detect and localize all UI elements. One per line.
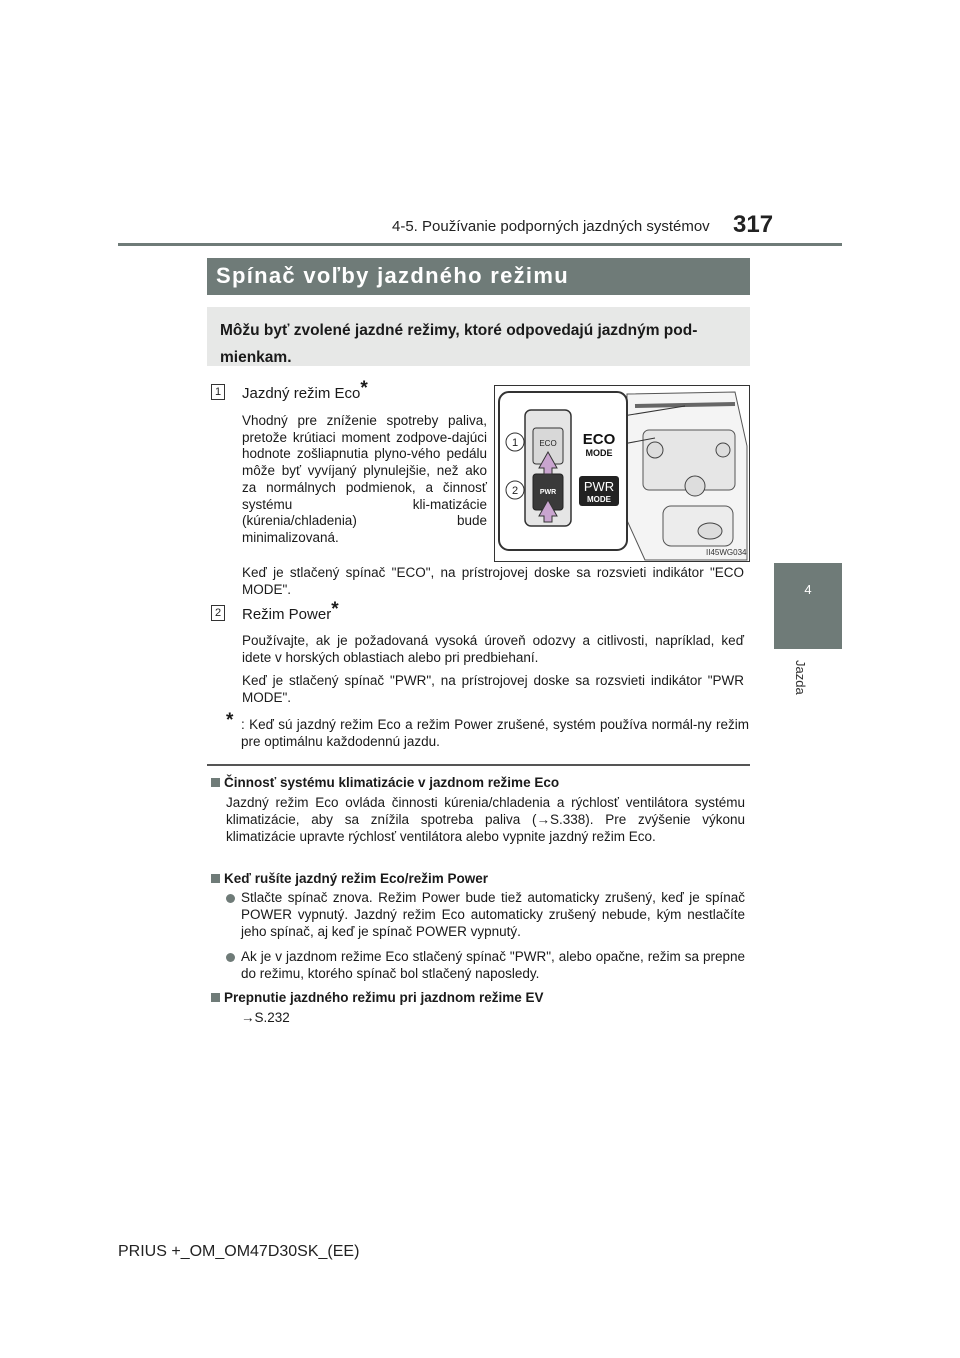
callout-2: 2 xyxy=(511,485,519,497)
footer-document-code: PRIUS +_OM_OM47D30SK_(EE) xyxy=(118,1243,360,1260)
eco-indicator-bottom: MODE xyxy=(585,448,613,458)
intro-text: Môžu byť zvolené jazdné režimy, ktoré odpovedajú jazdným pod-mienkam. xyxy=(220,322,698,366)
chapter-tab xyxy=(774,563,842,649)
eco-button-label: ECO xyxy=(539,439,557,448)
chapter-label: Jazda xyxy=(793,660,808,695)
mode-1-number: 1 xyxy=(211,384,225,400)
section-title: Spínač voľby jazdného režimu xyxy=(216,263,569,288)
switch-panel-drawing xyxy=(495,386,749,561)
eco-indicator-top: ECO xyxy=(582,431,616,448)
drive-mode-switch-illustration xyxy=(494,385,750,562)
square-bullet-icon xyxy=(211,993,220,1002)
mode-2-title: Režim Power* xyxy=(242,599,339,623)
section-2-heading: Keď rušíte jazdný režim Eco/režim Power xyxy=(211,871,488,886)
pwr-indicator-top: PWR xyxy=(583,479,615,494)
section-1-text: Jazdný režim Eco ovláda činnosti kúrenia/chladenia a rýchlosť ventilátora systému klimatizácie, aby sa znížila spotreba paliva (→S.338). Pre zvýšenie výkonu klimatizácie upravte rýchlosť ventilátora alebo vypnite jazdný režim Eco. xyxy=(226,795,745,845)
intro-box xyxy=(207,307,750,366)
page-number: 317 xyxy=(733,211,774,238)
callout-1: 1 xyxy=(511,437,519,449)
section-3-heading: Prepnutie jazdného režimu pri jazdnom režime EV xyxy=(211,990,544,1005)
section-divider xyxy=(207,764,750,766)
chapter-number: 4 xyxy=(804,582,812,597)
section-2-bullet-1: Stlačte spínač znova. Režim Power bude tiež automaticky zrušený, keď je spínač POWER vypnutý. Jazdný režim Eco automaticky zrušený nebude, kým nestlačíte jeho spínač, aj keď je spínač POWER vypnutý. xyxy=(241,890,745,940)
mode-2-description: Používajte, ak je požadovaná vysoká úroveň odozvy a citlivosti, napríklad, keď idete v horských oblastiach alebo pri predbiehaní. xyxy=(242,633,744,665)
mode-2-indicator-note: Keď je stlačený spínač "PWR", na prístrojovej doske sa rozsvieti indikátor "PWR MODE". xyxy=(242,673,744,705)
section-title-bar xyxy=(207,258,750,295)
section-3-reference: →S.232 xyxy=(241,1010,290,1025)
figure-code: II45WG034 xyxy=(706,548,747,557)
section-2-bullet-2: Ak je v jazdnom režime Eco stlačený spínač "PWR", alebo opačne, režim sa prepne do režimu, ktorého spínač bol stlačený naposledy. xyxy=(241,949,745,982)
footnote-mark: * xyxy=(226,710,234,731)
square-bullet-icon xyxy=(211,778,220,787)
round-bullet-icon xyxy=(226,953,235,962)
mode-2-number: 2 xyxy=(211,605,225,621)
square-bullet-icon xyxy=(211,874,220,883)
mode-2-star: * xyxy=(331,599,339,620)
section-1-heading: Činnosť systému klimatizácie v jazdnom režime Eco xyxy=(211,775,559,790)
mode-1-star: * xyxy=(360,378,368,399)
running-header: 4-5. Používanie podporných jazdných systémov xyxy=(392,218,710,235)
mode-1-description: Vhodný pre zníženie spotreby paliva, pretože krútiaci moment zodpove-dajúci hodnote zošliapnutia plyno-vého pedálu môže byť vyvíjaný plynulejšie, než ako za normálnych podmienok, a činnosť systému kli-matizácie (kúrenia/chladenia) bude minimalizovaná. xyxy=(242,413,487,545)
mode-1-indicator-note: Keď je stlačený spínač "ECO", na prístrojovej doske sa rozsvieti indikátor "ECO MODE". xyxy=(242,565,744,597)
mode-1-title: Jazdný režim Eco* xyxy=(242,378,368,402)
round-bullet-icon xyxy=(226,894,235,903)
pwr-indicator-bottom: MODE xyxy=(587,495,611,504)
header-rule xyxy=(118,243,842,246)
pwr-button-label: PWR xyxy=(539,489,557,496)
footnote-text: : Keď sú jazdný režim Eco a režim Power zrušené, systém používa normál-ny režim pre optimálnu každodennú jazdu. xyxy=(241,717,749,749)
